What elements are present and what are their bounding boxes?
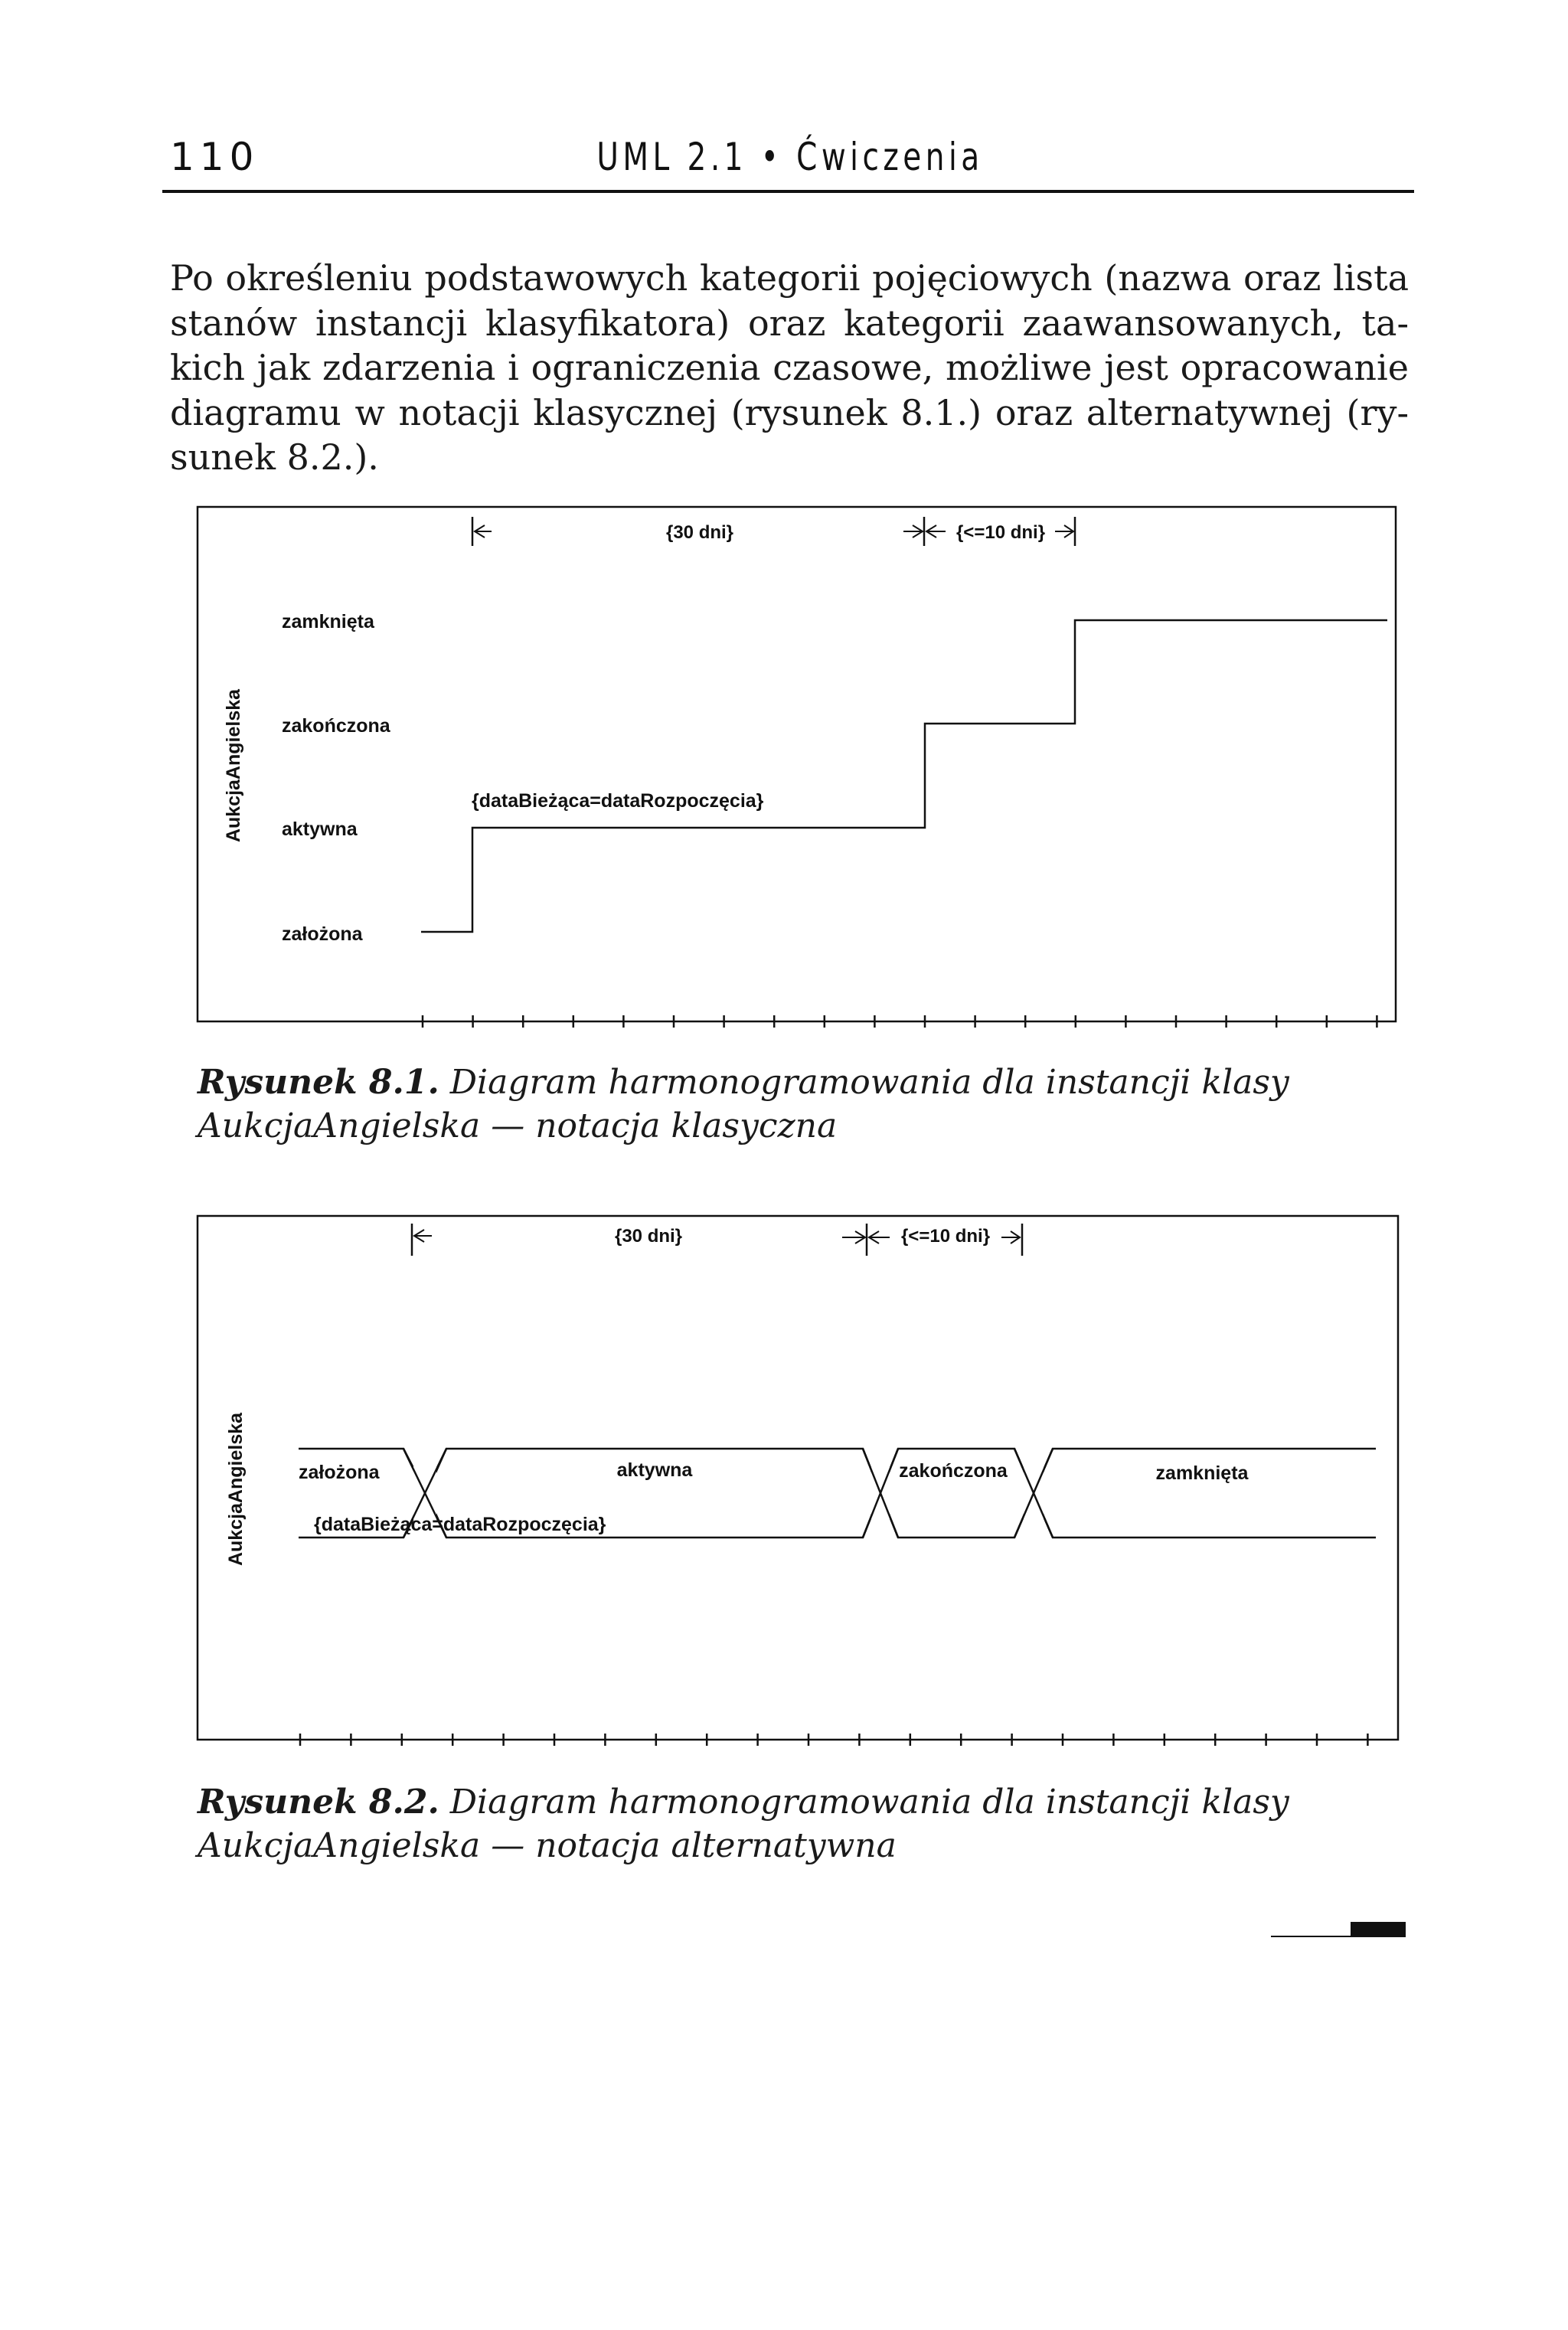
lifeline-label: AukcjaAngielska	[225, 1412, 247, 1567]
time-axis-ticks	[300, 1734, 1367, 1746]
time-condition: {dataBieżąca=dataRozpoczęcia}	[314, 1514, 606, 1535]
duration-label-10-days: {<=10 dni}	[956, 522, 1046, 543]
caption-label: Rysunek 8.2.	[198, 1783, 439, 1822]
state-label-aktywna: aktywna	[616, 1459, 693, 1481]
caption-text: Diagram harmonogramowania dla instancji klasy AukcjaAngielska — notacja alternatywna	[198, 1783, 1289, 1865]
duration-label-30-days: {30 dni}	[665, 522, 734, 543]
state-label-zalozona: założona	[282, 923, 363, 945]
running-title: UML 2.1 • Ćwiczenia	[596, 135, 984, 179]
state-label-zamknieta: zamknięta	[282, 611, 374, 632]
duration-arrow-left	[414, 1230, 432, 1242]
duration-arrow-right	[842, 1231, 865, 1243]
page-end-mark	[1271, 1922, 1406, 1937]
caption-text: Diagram harmonogramowania dla instancji klasy AukcjaAngielska — notacja klasyczna	[198, 1063, 1289, 1145]
time-condition: {dataBieżąca=dataRozpoczęcia}	[472, 790, 764, 812]
state-label-zalozona: założona	[299, 1462, 380, 1483]
state-label-aktywna: aktywna	[282, 819, 358, 840]
figure-8-2-caption	[198, 1780, 1392, 1868]
duration-label-10-days: {<=10 dni}	[900, 1226, 991, 1247]
state-label-zakonczona: zakończona	[899, 1460, 1008, 1482]
page-number: 110	[170, 135, 260, 179]
caption-label: Rysunek 8.1.	[198, 1063, 439, 1102]
state-label-zakonczona: zakończona	[282, 715, 390, 737]
duration-label-30-days: {30 dni}	[614, 1226, 683, 1247]
state-label-zamknieta: zamknięta	[1155, 1462, 1249, 1484]
lifeline-label: AukcjaAngielska	[223, 688, 244, 843]
duration-arrow-left	[869, 1231, 890, 1243]
body-paragraph: Po określeniu podstawowych kategorii pojęciowych (nazwa oraz lista stanów instancji klasyfikatora) oraz kategorii zaawansowanych, takich jak zdarzenia i ograniczenia czasowe, możliwe jest opracowanie diagramu w notacji klasycznej (rysunek 8.1.) oraz alternatywnej (rysunek 8.2.).	[170, 257, 1409, 478]
duration-arrow-right	[1001, 1231, 1020, 1243]
